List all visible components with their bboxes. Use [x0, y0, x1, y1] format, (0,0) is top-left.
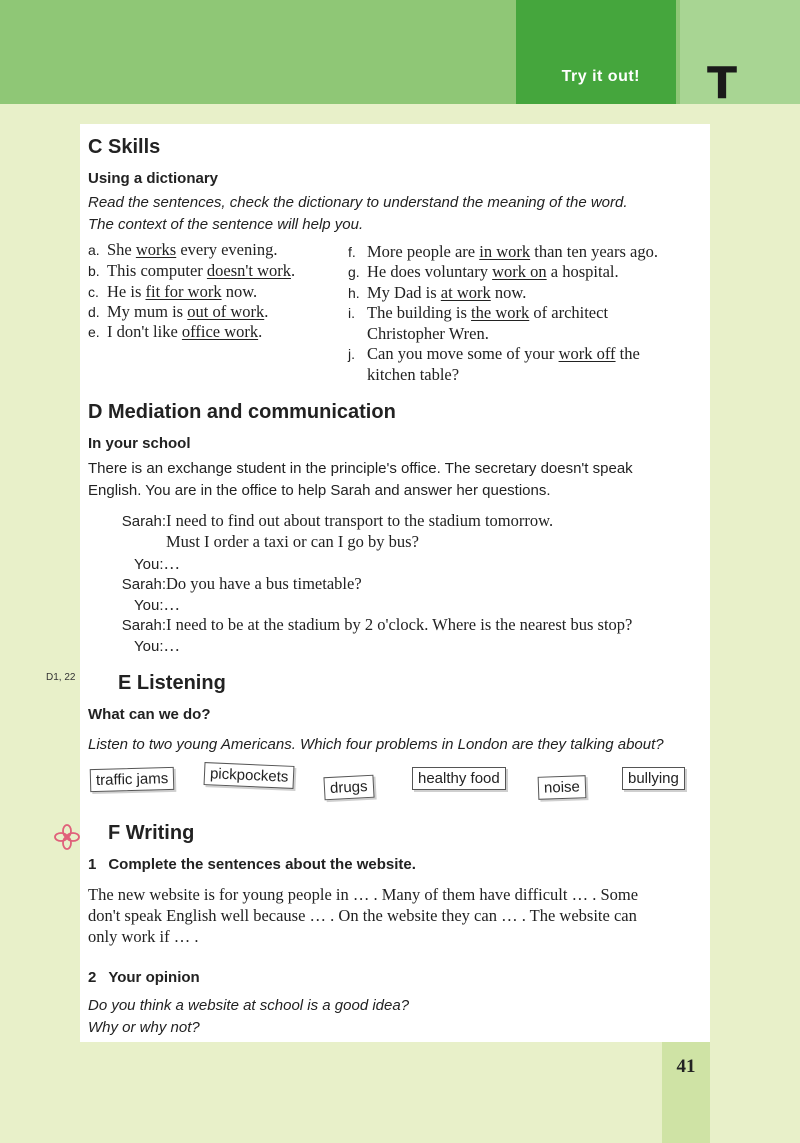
underlined-phrase: the work — [471, 303, 530, 322]
list-item: f. More people are in work than ten years ago. — [348, 242, 658, 261]
page-number: 41 — [676, 1056, 696, 1077]
section-e-title: E Listening — [118, 672, 226, 694]
item-letter: i. — [348, 305, 355, 321]
item-letter: d. — [88, 304, 100, 320]
word-card: bullying — [622, 767, 685, 790]
list-item: a. She works every evening. — [88, 240, 278, 259]
unit-letter-tab — [680, 0, 800, 109]
list-item: b. This computer doesn't work. — [88, 261, 296, 280]
section-d-intro-2: English. You are in the office to help Sarah and answer her questions. — [88, 482, 551, 499]
flower-icon — [54, 824, 80, 850]
section-e-instruction: Listen to two young Americans. Which four problems in London are they talking about? — [88, 736, 664, 753]
word-card: drugs — [323, 775, 374, 801]
section-c-title: C Skills — [88, 136, 161, 158]
underlined-phrase: work off — [558, 344, 616, 363]
section-c-subtitle: Using a dictionary — [88, 170, 219, 187]
section-d-subtitle: In your school — [88, 435, 191, 452]
list-item: i. The building is the work of architect — [348, 303, 609, 322]
section-f-title: F Writing — [108, 822, 195, 844]
content-card — [80, 124, 710, 1042]
section-c-instruction-2: The context of the sentence will help you. — [88, 216, 364, 233]
list-item-continuation: kitchen table? — [367, 365, 460, 384]
item-letter: h. — [348, 285, 360, 301]
word-card: noise — [538, 775, 587, 800]
word-card: traffic jams — [90, 767, 175, 792]
task-1-heading: 1 Complete the sentences about the website. — [88, 856, 416, 873]
section-d-intro-1: There is an exchange student in the principle's office. The secretary doesn't speak — [88, 460, 633, 477]
item-letter: a. — [88, 242, 100, 258]
task-2-heading: 2 Your opinion — [88, 969, 200, 986]
item-letter: f. — [348, 244, 356, 260]
section-d-title: D Mediation and communication — [88, 401, 396, 423]
underlined-phrase: in work — [479, 242, 531, 261]
speaker: Sarah: — [121, 513, 166, 530]
list-item: g. He does voluntary work on a hospital. — [348, 262, 619, 281]
underlined-phrase: doesn't work — [206, 261, 291, 280]
item-letter: g. — [348, 264, 360, 280]
list-item: d. My mum is out of work. — [88, 302, 269, 321]
task-2-text-line: Do you think a website at school is a good idea? — [88, 997, 410, 1014]
word-card: pickpockets — [204, 762, 295, 789]
tab-letter: T — [707, 58, 738, 109]
speaker: You: — [134, 638, 164, 655]
item-letter: e. — [88, 324, 100, 340]
list-item-continuation: Christopher Wren. — [367, 324, 489, 343]
item-letter: b. — [88, 263, 100, 279]
task-2-text-line: Why or why not? — [88, 1019, 200, 1036]
speaker: Sarah: — [121, 617, 166, 634]
try-it-out-tab — [516, 0, 676, 104]
item-letter: j. — [348, 346, 355, 362]
list-item: j. Can you move some of your work off the — [348, 344, 640, 363]
task-1-text-line: The new website is for young people in … . Many of them have difficult … . Some — [88, 885, 639, 904]
track-label: D1, 22 — [46, 672, 76, 683]
dialogue-line: You:… — [134, 595, 180, 614]
word-card: healthy food — [412, 767, 506, 790]
dialogue-line: You:… — [134, 554, 180, 573]
underlined-phrase: fit for work — [145, 282, 222, 301]
tab-label: Try it out! — [561, 68, 640, 85]
underlined-phrase: out of work — [187, 302, 265, 321]
underlined-phrase: office work — [181, 322, 259, 341]
task-1-text-line: don't speak English well because … . On the website they can … . The website can — [88, 906, 637, 925]
dialogue-line: Sarah:I need to be at the stadium by 2 o'clock. Where is the nearest bus stop? — [118, 615, 632, 635]
task-1-text-line: only work if … . — [88, 927, 199, 946]
list-item: e. I don't like office work. — [88, 322, 263, 341]
section-e-subtitle: What can we do? — [88, 706, 211, 723]
dialogue-line: Must I order a taxi or can I go by bus? — [166, 532, 419, 551]
speaker: Sarah: — [121, 576, 166, 593]
list-item: c. He is fit for work now. — [88, 282, 258, 301]
speaker: You: — [134, 556, 164, 573]
dialogue-line: You:… — [134, 636, 180, 655]
underlined-phrase: works — [135, 240, 177, 259]
underlined-phrase: at work — [440, 283, 491, 302]
list-item: h. My Dad is at work now. — [348, 283, 527, 302]
underlined-phrase: work on — [492, 262, 547, 281]
section-c-instruction-1: Read the sentences, check the dictionary to understand the meaning of the word. — [88, 194, 628, 211]
dialogue-line: Sarah:Do you have a bus timetable? — [118, 574, 362, 594]
dialogue-line: Sarah:I need to find out about transport to the stadium tomorrow. — [118, 511, 553, 531]
item-letter: c. — [88, 284, 99, 300]
speaker: You: — [134, 597, 164, 614]
